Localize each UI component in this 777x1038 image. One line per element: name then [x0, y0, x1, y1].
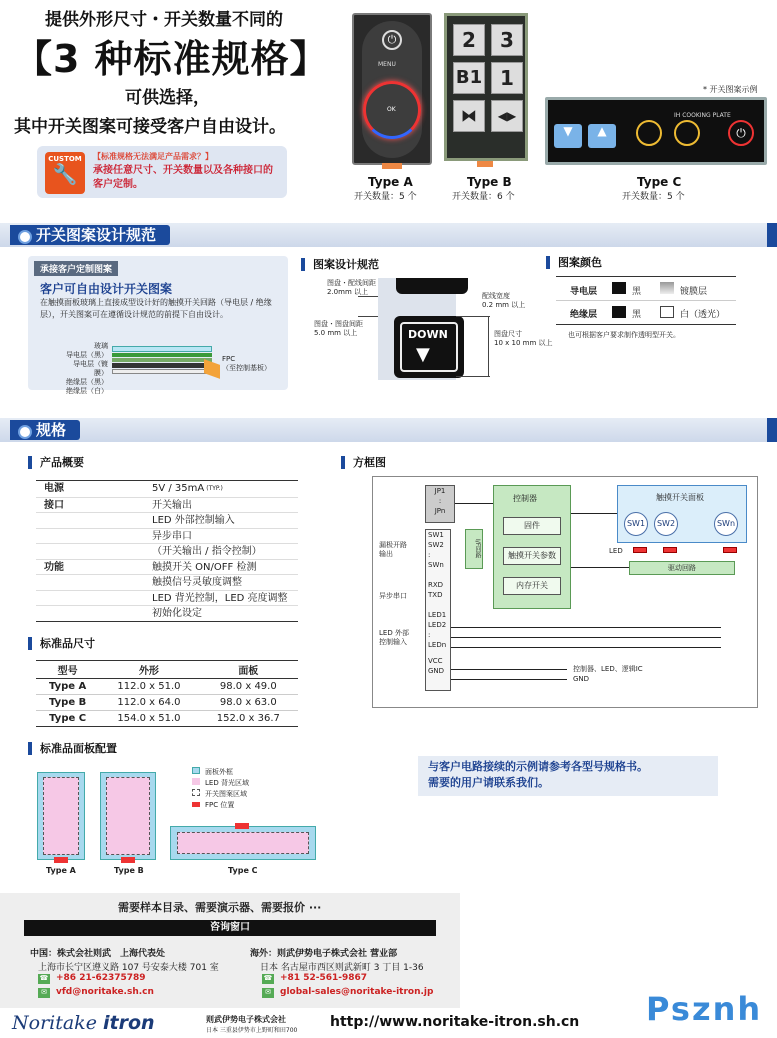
custom-badge-label: CUSTOM [48, 155, 82, 163]
jp1-label: JP1 [434, 487, 446, 495]
table-cell: 112.0 x 51.0 [117, 681, 181, 692]
key-4: 1 [491, 62, 523, 94]
color-row1-c1: 黑 [632, 287, 642, 297]
overview-row [36, 543, 298, 559]
legend-led: LED 背光区域 [205, 779, 249, 787]
gap2-label: 图盘・图盘间距 5.0 mm 以上 [314, 320, 363, 337]
type-a-name: Type A [368, 175, 413, 189]
overview-row [36, 559, 298, 575]
overview-value: 触摸信号灵敏度调整 [152, 577, 242, 588]
colors-title: 图案颜色 [546, 256, 602, 269]
type-c-name: Type C [637, 175, 682, 189]
layer-stack [112, 346, 212, 380]
cn-tel: +86 21-62375789 [56, 973, 146, 983]
overview-row [36, 528, 298, 544]
overview-value: 触摸开关 ON/OFF 检测 [152, 561, 257, 573]
pin-led1: LED1 [428, 611, 447, 619]
cn-address: 上海市长宁区遵义路 107 号安泰大楼 701 室 [38, 963, 219, 973]
controller-label: 控制器 [513, 494, 537, 503]
type-c-btn4 [674, 120, 700, 146]
key-1: 2 [453, 24, 485, 56]
table-cell: 154.0 x 51.0 [117, 713, 181, 724]
overview-key [36, 575, 152, 590]
size-header-model: 型号 [57, 666, 78, 677]
footer-url[interactable]: http://www.noritake-itron.sh.cn [330, 1014, 580, 1030]
layer-ins-white: 绝缘层（白） [66, 387, 108, 395]
overview-row [36, 481, 298, 497]
layout-label-c: Type C [228, 866, 258, 875]
table-cell: Type C [49, 713, 87, 724]
cn-tel-icon: ☎ [39, 974, 49, 982]
drive-box: 驱动回路 [629, 561, 735, 575]
overview-row [36, 497, 298, 513]
type-c-btn3 [636, 120, 662, 146]
type-c-btn5: ⏻ [728, 120, 754, 146]
overview-value: LED 外部控制输入 [152, 515, 235, 526]
pin-sw1: SW1 [428, 531, 444, 539]
pin-txd: TXD [428, 591, 443, 599]
size-header-panel: 面板 [238, 666, 259, 677]
overview-row [36, 574, 298, 590]
overview-value: （开关输出 / 指令控制） [152, 546, 262, 557]
overview-value: 开关输出 [152, 499, 192, 511]
section-title-spec: 规格 [10, 420, 80, 440]
key-2: 3 [491, 24, 523, 56]
color-row2-c1: 黑 [632, 310, 642, 320]
width-label: 配线宽度 0.2 mm 以上 [482, 292, 526, 309]
layer-ins-black: 绝缘层（黑） [66, 378, 108, 386]
if-box: I/F回路 [465, 529, 483, 569]
jp-address: 日本 名古屋市西区则武新町 3 丁目 1-36 [260, 963, 424, 973]
overview-key: 电源 [44, 483, 64, 494]
hero-line3: 其中开关图案可接受客户自由设计。 [14, 117, 286, 137]
type-b-count: 开关数量：6 个 [452, 192, 515, 202]
fw-box: 固件 [503, 517, 561, 535]
pin-swn: SWn [428, 561, 444, 569]
logo-itron: itron [103, 1012, 155, 1034]
type-b-photo [444, 13, 528, 161]
panel-sw2: SW2 [654, 512, 678, 536]
overview-key [36, 513, 152, 528]
table-cell: 152.0 x 36.7 [216, 713, 280, 724]
custom-badge [45, 152, 85, 194]
contact-window-bar: 咨询窗口 [24, 920, 436, 936]
layer-glass: 玻璃 [94, 342, 108, 350]
hero-line1: 提供外形尺寸・开关数量不同的 [45, 10, 283, 30]
power-icon: ⏻ [382, 30, 402, 50]
cn-title: 中国：株式会社则武 上海代表处 [30, 949, 166, 959]
jp-tel-icon: ☎ [263, 974, 273, 982]
spec-rules-figure [378, 278, 456, 380]
color-row1-c2: 镀膜层 [680, 287, 708, 297]
jp-title: 海外：则武伊势电子株式会社 营业部 [250, 949, 398, 959]
dim-line-right [488, 316, 489, 376]
wrench-icon: 🔧 [52, 162, 78, 186]
panel-sw1: SW1 [624, 512, 648, 536]
overview-row [36, 590, 298, 606]
overview-row [36, 512, 298, 528]
contact-request: 需要样本目录、需要演示器、需要报价 ··· [118, 901, 322, 914]
custom-design-title: 客户可自由设计开关图案 [40, 282, 173, 296]
overview-value: 异步串口 [152, 530, 192, 542]
down-button [394, 316, 464, 378]
type-a-stand [382, 163, 402, 169]
left-label-led: LED 外部 控制输入 [379, 629, 409, 646]
size-label: 图盘尺寸 10 x 10 mm 以上 [494, 330, 553, 347]
ok-label: OK [387, 106, 396, 113]
colors-table [556, 276, 736, 326]
layer-cond-coat: 导电层（镀膜） [73, 360, 108, 377]
overview-value: 5V / 35mA [152, 483, 205, 494]
down-label: DOWN [408, 328, 448, 341]
hero-title: 【3 种标准规格】 [14, 37, 329, 81]
overview-row [36, 605, 298, 621]
hero-line2: 可供选择， [125, 88, 210, 108]
left-label-uart: 异步串口 [379, 592, 407, 600]
jp-mail[interactable]: global-sales@noritake-itron.jp [280, 987, 434, 997]
jpn-label: JPn [434, 507, 446, 515]
pin-vcc: VCC [428, 657, 443, 665]
param-box: 触摸开关参数 [503, 547, 561, 565]
footer-company: 则武伊势电子株式会社 [206, 1015, 286, 1024]
overview-key [36, 529, 152, 544]
overview-key [36, 591, 152, 606]
footer-logo [12, 1012, 155, 1034]
layout-label-b: Type B [114, 866, 144, 875]
down-arrow-icon: ▼ [416, 344, 430, 365]
jp-box: JP1 : JPn [425, 485, 455, 523]
pin-led2: LED2 [428, 621, 447, 629]
type-c-count: 开关数量：5 个 [622, 192, 685, 202]
table-cell: Type A [48, 681, 87, 692]
custom-body: 承接任意尺寸、开关数量以及各种接口的客户定制。 [93, 165, 273, 190]
overview-value: LED 背光控制，LED 亮度调整 [152, 592, 288, 604]
layout-title: 标准品面板配置 [28, 742, 117, 755]
layout-type-b [100, 772, 156, 860]
size-header-outline: 外形 [138, 666, 159, 677]
type-c-btn1: ▼ [554, 124, 582, 148]
table-cell: 112.0 x 64.0 [117, 697, 181, 708]
custom-box [37, 146, 287, 198]
custom-design-panel [28, 256, 288, 395]
type-c-photo [545, 97, 767, 165]
key-6: ◀▶ [491, 100, 523, 132]
layer-cond-black: 导电层（黑） [66, 351, 108, 359]
cn-mail[interactable]: vfd@noritake.sh.cn [56, 987, 154, 997]
pin-sw2: SW2 [428, 541, 444, 549]
overview-title: 产品概要 [28, 456, 84, 469]
custom-design-tag: 承接客户定制图案 [34, 261, 118, 276]
layout-label-a: Type A [46, 866, 76, 875]
table-cell: Type B [49, 697, 87, 708]
overview-key [36, 544, 152, 559]
block-title: 方框图 [341, 456, 386, 469]
layout-type-a [37, 772, 85, 860]
block-diagram [372, 476, 758, 708]
overview-table [36, 480, 298, 622]
cn-mail-icon: ✉ [38, 988, 50, 998]
colors-note: 也可根据客户要求制作透明型开关。 [568, 331, 680, 339]
jp-tel: +81 52-561-9867 [280, 973, 368, 983]
watermark: Psznh [646, 990, 763, 1028]
overview-key: 接口 [44, 499, 64, 511]
overview-value: 初始化设定 [152, 608, 202, 619]
type-b-keys [453, 24, 523, 132]
section-header-spec [0, 418, 777, 442]
custom-title: 【标准规格无法满足产品需求？】 [93, 152, 213, 161]
color-row1-layer: 导电层 [570, 287, 598, 297]
pin-ledn: LEDn [428, 641, 447, 649]
gap1-label: 图盘・配线间距 2.0mm 以上 [327, 279, 376, 296]
layout-legend [192, 767, 249, 811]
legend-frame: 面板外框 [205, 768, 233, 776]
type-c-brand: IH COOKING PLATE [674, 112, 731, 119]
key-3: B1 [453, 62, 485, 94]
pin-rxd: RXD [428, 581, 444, 589]
layer-labels [64, 342, 108, 396]
pin-gnd: GND [428, 667, 445, 675]
table-cell: 98.0 x 49.0 [219, 681, 277, 692]
table-cell: 98.0 x 63.0 [219, 697, 277, 708]
mem-box: 内存开关 [503, 577, 561, 595]
left-label-od: 漏极开路 输出 [379, 541, 407, 558]
touch-panel-box [617, 485, 747, 543]
color-row2-layer: 绝缘层 [570, 310, 598, 320]
key-5: ⧓ [453, 100, 485, 132]
type-b-name: Type B [467, 175, 512, 189]
menu-label: MENU [378, 61, 396, 68]
legend-fpc: FPC 位置 [205, 801, 235, 809]
panel-label: 触摸开关面板 [656, 493, 704, 502]
led-label: LED [609, 547, 623, 555]
note-box: 与客户电路接续的示例请参考各型号规格书。 需要的用户请联系我们。 [418, 756, 718, 796]
overview-sup: (TYP.) [206, 485, 223, 492]
type-a-count: 开关数量：5 个 [354, 192, 417, 202]
gnd-target: GND [573, 675, 590, 683]
layout-type-c [170, 826, 316, 860]
type-c-note: * 开关图案示例 [703, 85, 758, 94]
section-header-design [0, 223, 777, 247]
pin-box: SW1 SW2 : SWn RXD TXD LED1 LED2 : LEDn VCC GND [425, 529, 451, 691]
type-a-photo [352, 13, 432, 165]
jp-mail-icon: ✉ [262, 988, 274, 998]
section-title-design: 开关图案设计规范 [10, 225, 170, 245]
panel-swn: SWn [714, 512, 738, 536]
fpc-label: FPC （至控制基板） [222, 355, 271, 372]
sizes-table [36, 660, 298, 727]
custom-design-body: 在触摸面板玻璃上直接成型设计好的触摸开关回路（导电层 / 绝缘层），开关图案可在遵循设计规范的前提下自由设计。 [40, 298, 272, 319]
spec-rules-title: 图案设计规范 [301, 258, 379, 271]
legend-switch: 开关图案区域 [205, 790, 247, 798]
logo-noritake: Noritake [12, 1012, 97, 1034]
overview-key: 功能 [44, 561, 64, 573]
footer-address: 日本 三重县伊势市上野町和田700 [206, 1027, 298, 1034]
color-row2-c2: 白（透光） [680, 310, 726, 320]
sizes-title: 标准品尺寸 [28, 637, 95, 650]
type-c-btn2: ▲ [588, 124, 616, 148]
vcc-target: 控制器、LED、逻辑IC [573, 665, 643, 673]
overview-key [36, 606, 152, 621]
